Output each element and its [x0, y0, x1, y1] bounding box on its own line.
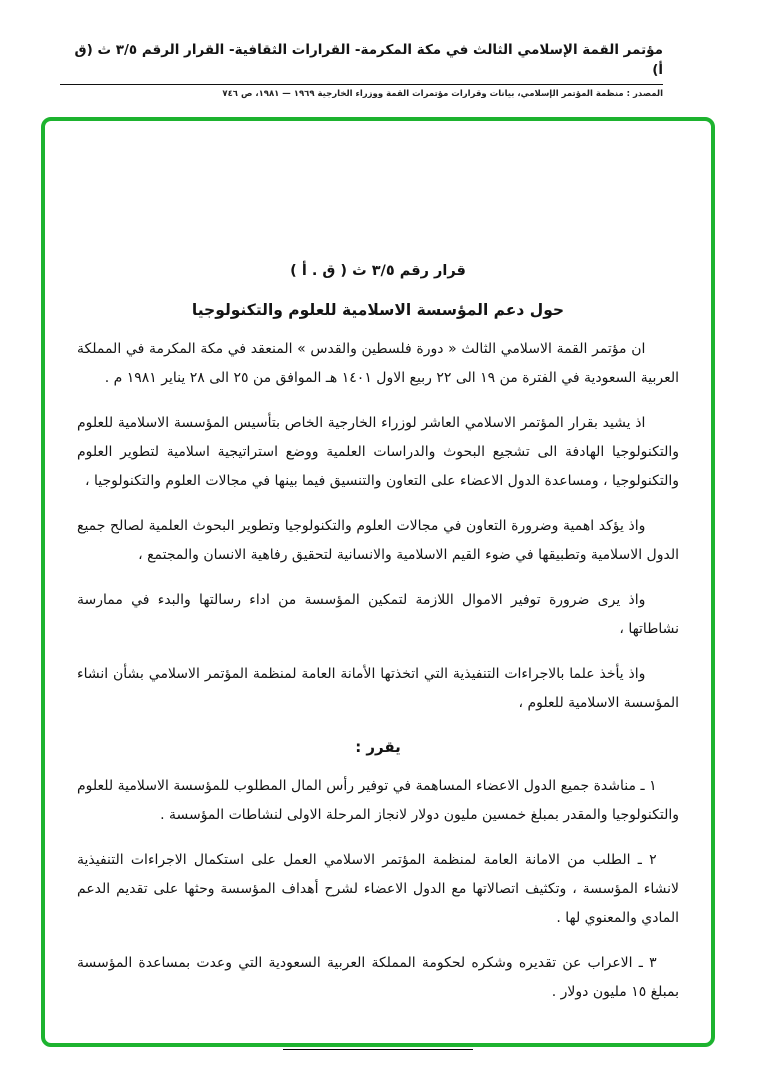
preamble-paragraph: اذ يشيد بقرار المؤتمر الاسلامي العاشر لوزراء الخارجية الخاص بتأسيس المؤسسة الاسلامية للعلوم والتكنولوجيا الهادفة الى تشجيع البحوث والدراسات العلمية ووضع استراتيجية اسلامية لتطوير العلوم والتكنولوجيا ، ومساعدة الدول الاعضاء على التعاون والتنسيق فيما بينها في مجالات العلوم والتكنولوجيا ،	[77, 415, 679, 489]
decision-item: ٢ ـ الطلب من الامانة العامة لمنظمة المؤتمر الاسلامي العمل على استكمال الاجراءات التنفيذية لانشاء المؤسسة ، وتكثيف اتصالاتها مع الدول الاعضاء لشرح أهداف المؤسسة وحثها على تقديم الدعم المادي والمعنوي لها .	[77, 852, 679, 926]
header-title: مؤتمر القمة الإسلامي الثالث في مكة المكرمة- القرارات الثقافية- القرار الرقم ٣/٥ ث (ق أ)	[60, 40, 663, 85]
decides-label: يقرر :	[355, 738, 401, 756]
header-source-line: المصدر : منظمة المؤتمر الإسلامي، بيانات وقرارات مؤتمرات القمة ووزراء الخارجية ١٩٦٩ — ١٩٨١، ص ٧٤٦	[222, 88, 663, 99]
preamble-paragraph: ان مؤتمر القمة الاسلامي الثالث « دورة فلسطين والقدس » المنعقد في مكة المكرمة في المملكة العربية السعودية في الفترة من ١٩ الى ٢٢ ربيع الاول ١٤٠١ هـ الموافق من ٢٥ الى ٢٨ يناير ١٩٨١ م .	[77, 341, 679, 386]
resolution-title: حول دعم المؤسسة الاسلامية للعلوم والتكنولوجيا	[191, 301, 565, 319]
preamble-paragraph: واذ يأخذ علما بالاجراءات التنفيذية التي اتخذتها الأمانة العامة لمنظمة المؤتمر الاسلامي بشأن انشاء المؤسسة الاسلامية للعلوم ،	[77, 666, 679, 711]
decision-item: ٣ ـ الاعراب عن تقديره وشكره لحكومة المملكة العربية السعودية التي وعدت بمساعدة المؤسسة بمبلغ ١٥ مليون دولار .	[77, 955, 679, 1000]
preamble-paragraph: واذ يرى ضرورة توفير الاموال اللازمة لتمكين المؤسسة من اداء رسالتها والبدء في ممارسة نشاطاتها ،	[77, 592, 679, 637]
end-divider	[283, 1049, 473, 1050]
document-header	[60, 40, 663, 99]
resolution-number: قرار رقم ٣/٥ ث ( ق . أ )	[290, 263, 466, 279]
decision-item: ١ ـ مناشدة جميع الدول الاعضاء المساهمة في توفير رأس المال المطلوب للمؤسسة الاسلامية للعلوم والتكنولوجيا والمقدر بمبلغ خمسين مليون دولار لانجاز المرحلة الاولى لنشاطات المؤسسة .	[77, 778, 679, 823]
green-border-frame	[41, 117, 715, 1047]
preamble-paragraph: واذ يؤكد اهمية وضرورة التعاون في مجالات العلوم والتكنولوجيا وتطوير البحوث العلمية لصالح جميع الدول الاسلامية وتطبيقها في ضوء القيم الاسلامية والانسانية لتحقيق رفاهية الانسان والمجتمع ،	[77, 518, 679, 563]
